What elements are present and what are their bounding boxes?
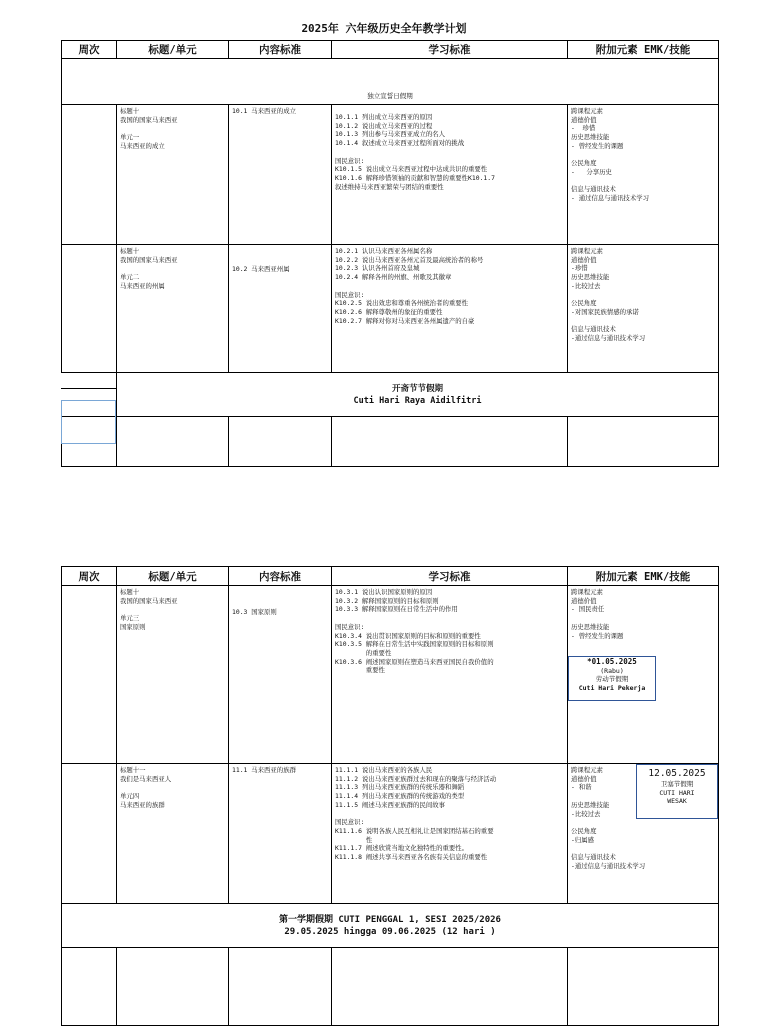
week-cell	[62, 245, 117, 373]
holiday-label: 独立宣誓日假期	[367, 92, 413, 100]
content-standard-cell: 11.1 马来西亚的族群	[232, 766, 296, 774]
holiday-label-dates: 29.05.2025 hingga 09.06.2025 (12 hari )	[284, 926, 496, 937]
holiday-row-independence	[62, 59, 719, 105]
week-cell	[62, 764, 117, 904]
header-extra-elements: 附加元素 EMK/技能	[568, 567, 719, 586]
header-learning-standard: 学习标准	[332, 41, 568, 59]
content-standard-cell: 10.1 马来西亚的成立	[232, 107, 296, 115]
header-extra-elements: 附加元素 EMK/技能	[568, 41, 719, 59]
header-content-standard: 内容标准	[229, 41, 332, 59]
extra-elements-cell: 跨课程元素 道德价值 -珍惜 历史思维技能 -比较过去 公民角度 -对国家民族情感的承诺 信息与通讯技术 -通过信息与通讯技术学习	[571, 247, 646, 343]
highlight-box	[61, 400, 116, 444]
divider	[61, 388, 116, 389]
week-cell	[62, 586, 117, 764]
callout-label-ms: Cuti Hari Pekerja	[578, 683, 646, 692]
document-title: 2025年 六年级历史全年教学计划	[301, 22, 467, 35]
holiday-row-term-break	[62, 904, 719, 948]
header-content-standard: 内容标准	[229, 567, 332, 586]
learning-standard-cell: 10.1.1 列出成立马来西亚的原因 10.1.2 说出成立马来西亚的过程 10.1.3 列出参与马来西亚成立的名人 10.1.4 叙述成立马来西亚过程所面对的挑战 国民意识: K10.1.5 说出成立马来西亚过程中达成共识的重要性 K10.1.6 解释珍惜领袖的贡献和智慧的重要性K10.1.7 叙述维持马来西亚繁荣与团结的重要性	[335, 113, 495, 191]
header-week: 周次	[62, 567, 117, 586]
holiday-label-cn: 开斋节节假期	[391, 383, 443, 394]
plan-table-2	[61, 566, 719, 1026]
content-standard-cell: 10.2 马来西亚州属	[232, 265, 290, 273]
content-standard-cell: 10.3 国家原则	[232, 608, 277, 616]
callout-date: *01.05.2025	[587, 657, 637, 666]
callout-label-ms: CUTI HARI	[659, 788, 695, 797]
callout-label-cn: 卫塞节假期	[660, 780, 694, 788]
callout-label-cn: 劳动节假期	[595, 675, 629, 684]
labour-day-callout	[568, 656, 656, 701]
learning-standard-cell: 10.2.1 认识马来西亚各州属名称 10.2.2 说出马来西亚各州元首及最高统治者的称号 10.2.3 认识各州首府及皇城 10.2.4 解释各州的州旗、州歌及其徽章 国民意识: K10.2.5 说出效忠和尊重各州统治者的重要性 K10.2.6 解释尊敬州的象征的重要性 K10.2.7 解释对你对马来西亚各州属遗产的自豪	[335, 247, 484, 325]
holiday-row-aidilfitri	[117, 373, 719, 417]
callout-label-ms-2: WESAK	[667, 797, 687, 806]
plan-table-1	[61, 40, 719, 467]
extra-elements-cell: 跨课程元素 道德价值 - 珍惜 历史思维技能 - 曾经发生的课题 公民角度 - 分享历史 信息与通讯技术 - 通过信息与通讯技术学习	[571, 107, 649, 203]
topic-cell: 标题十 我国的国家马来西亚 单元三 国家原则	[120, 588, 178, 631]
extra-elements-cell: 跨课程元素 道德价值 - 国民责任 历史思维技能 - 曾经发生的课题	[571, 588, 624, 640]
learning-standard-cell: 11.1.1 说出马来西亚的各族人民 11.1.2 说出马来西亚族群过去和现在的聚落与经济活动 11.1.3 列出马来西亚族群的传统乐器和舞蹈 11.1.4 列出马来西亚族群的传统游戏的类型 11.1.5 阐述马来西亚族群的民间故事 国民意识: K11.1.6 说明各族人民互相礼让是国家团结基石的重要 性 K11.1.7 阐述欣赏当地文化独特性的重要性。 K11.1.8 阐述共享马来西亚各名族有关信息的重要性	[335, 766, 497, 862]
callout-date: 12.05.2025	[648, 768, 706, 779]
week-cell	[62, 105, 117, 245]
topic-cell: 标题十一 我们是马来西亚人 单元四 马来西亚的族群	[120, 766, 172, 809]
header-topic: 标题/单元	[117, 567, 229, 586]
topic-cell: 标题十 我国的国家马来西亚 单元一 马来西亚的成立	[120, 107, 178, 150]
holiday-label-term: 第一学期假期 CUTI PENGGAL 1, SESI 2025/2026	[279, 914, 501, 925]
callout-day: (Rabu)	[600, 666, 624, 675]
topic-cell: 标题十 我国的国家马来西亚 单元二 马来西亚的州属	[120, 247, 178, 290]
learning-standard-cell: 10.3.1 说出认识国家原则的原因 10.3.2 解释国家原则的目标和原则 10.3.3 解释国家原则在日常生活中的作用 国民意识: K10.3.4 说出贯识国家原则的目标和原则的重要性 K10.3.5 解释在日常生活中实践国家原则的目标和原则 的重要性 K10.3.6 阐述国家原则在塑造马来西亚国民自我价值的 重要性	[335, 588, 494, 675]
header-learning-standard: 学习标准	[332, 567, 568, 586]
holiday-label-ms: Cuti Hari Raya Aidilfitri	[353, 395, 482, 406]
wesak-callout	[636, 764, 718, 819]
header-topic: 标题/单元	[117, 41, 229, 59]
extra-elements-cell: 跨课程元素 道德价值 - 和谐 历史思维技能 -比较过去 公民角度 -归属感 信息与通讯技术 -通过信息与通讯技术学习	[571, 766, 646, 870]
header-week: 周次	[62, 41, 117, 59]
